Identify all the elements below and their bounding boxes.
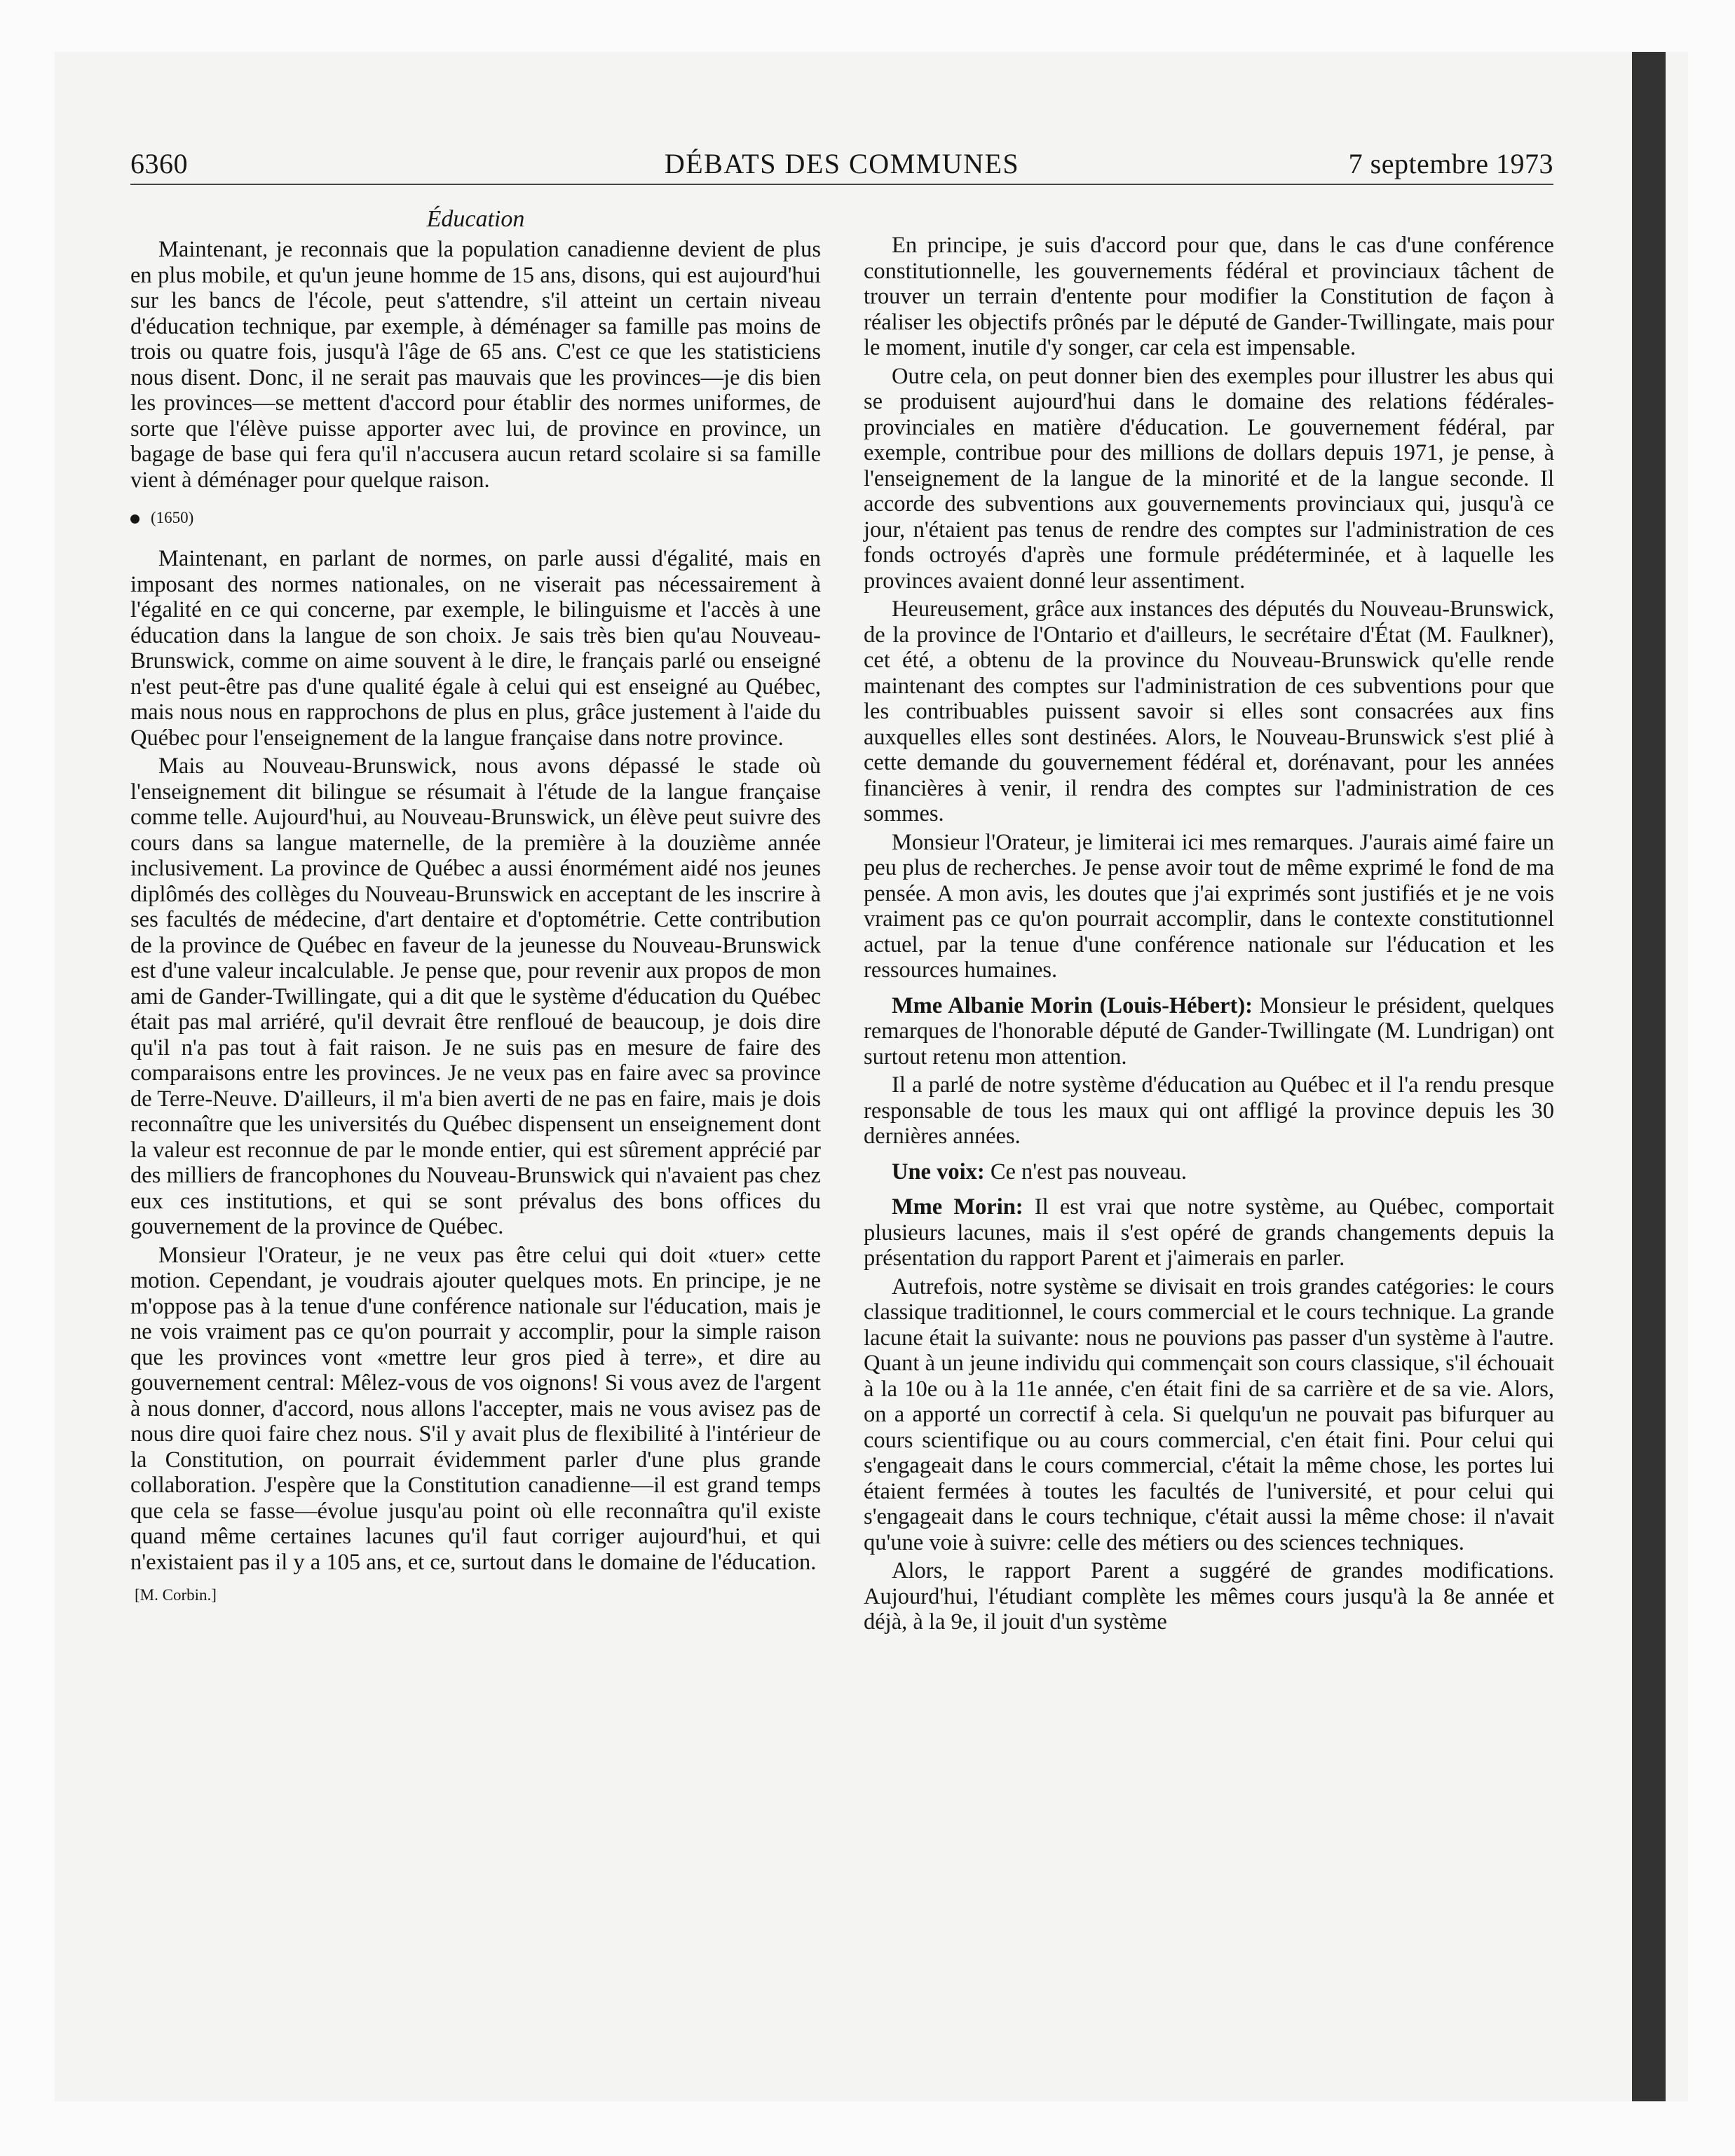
- paragraph: Il a parlé de notre système d'éducation au Québec et il l'a rendu presque responsable de tous les maux qui ont affligé la province depuis les 30 dernières années.: [864, 1072, 1554, 1149]
- speech-paragraph: [864, 1159, 1554, 1185]
- bullet-icon: [130, 514, 140, 524]
- paragraph: Maintenant, en parlant de normes, on parle aussi d'égalité, mais en imposant des normes nationales, on ne viserait pas nécessairement à l'égalité en ce qui concerne, par exemple, le bilinguisme et l'accès à une éducation dans la langue de son choix. Je sais très bien qu'au Nouveau-Brunswick, comme on aime souvent à le dire, le français parlé ou enseigné n'est peut-être pas d'une qualité égale à celui qui est enseigné au Québec, mais nous nous en rapprochons de plus en plus, grâce justement à l'aide du Québec pour l'enseignement de la langue française dans notre province.: [130, 546, 821, 751]
- page-number: 6360: [130, 148, 188, 179]
- paragraph: En principe, je suis d'accord pour que, dans le cas d'une conférence constitutionnelle, les gouvernements fédéral et provinciaux tâchent de trouver un terrain d'entente pour modifier la Constitution de façon à réaliser les objectifs prônés par le député de Gander-Twillingate, mais pour le moment, inutile d'y songer, car cela est impensable.: [864, 233, 1554, 360]
- speaker-attribution: [M. Corbin.]: [135, 1586, 217, 1604]
- left-column: [130, 205, 821, 1606]
- publication-date: 7 septembre 1973: [1348, 148, 1553, 179]
- paragraph: Outre cela, on peut donner bien des exemples pour illustrer les abus qui se produisent aujourd'hui dans le domaine des relations fédérales-provinciales en matière d'éducation. Le gouvernement fédéral, par exemple, contribue pour des millions de dollars depuis 1971, je pense, à l'enseignement de la langue de la minorité et de la langue seconde. Il accorde des subventions aux gouvernements provinciaux qui, jusqu'à ce jour, n'étaient pas tenus de rendre des comptes sur l'administration de ces fonds octroyés d'après une formule prédéterminée, et à laquelle les provinces avaient donné leur assentiment.: [864, 363, 1554, 594]
- section-heading: Éducation: [426, 206, 525, 232]
- speaker-name: Mme Albanie Morin (Louis-Hébert):: [892, 992, 1253, 1018]
- paragraph: Monsieur l'Orateur, je ne veux pas être celui qui doit «tuer» cette motion. Cependant, je voudrais ajouter quelques mots. En principe, je ne m'oppose pas à la tenue d'une conférence nationale sur l'éducation, mais je ne vois vraiment pas ce qu'on pourrait y accomplir, pour la simple raison que les provinces vont «mettre leur gros pied à terre», et dire au gouvernement central: Mêlez-vous de vos oignons! Si vous avez de l'argent à nous donner, d'accord, nous allons l'accepter, mais ne vous avisez pas de nous dire quoi faire chez nous. S'il y avait plus de flexibilité à l'intérieur de la Constitution, on pourrait évidemment parler d'une plus grande collaboration. J'espère que la Constitution canadienne—il est grand temps que cela se fasse—évolue jusqu'au point où elle reconnaîtra qu'il existe quand même certaines lacunes qu'il faut corriger aujourd'hui, et qui n'existaient pas il y a 105 ans, et ce, surtout dans le domaine de l'éducation.: [130, 1242, 821, 1575]
- paragraph: Heureusement, grâce aux instances des députés du Nouveau-Brunswick, de la province de l'Ontario et d'ailleurs, le secrétaire d'État (M. Faulkner), cet été, a obtenu de la province du Nouveau-Brunswick qu'elle rende maintenant des comptes sur l'administration de ces subventions pour que les contribuables puissent savoir si elles sont consacrées aux fins auxquelles elles sont destinées. Alors, le Nouveau-Brunswick s'est plié à cette demande du gouvernement fédéral et, dorénavant, pour les années financières à venir, il rendra des comptes sur l'administration de ces sommes.: [864, 596, 1554, 826]
- speech-text: Il est vrai que notre système, au Québec, comportait plusieurs lacunes, mais il s'est opéré de grands changements depuis la présentation du rapport Parent et j'aimerais en parler.: [864, 1194, 1554, 1271]
- header-rule: [130, 184, 1553, 185]
- timestamp-marker: [130, 505, 821, 531]
- speaker-name: Mme Morin:: [892, 1194, 1023, 1220]
- paragraph: Monsieur l'Orateur, je limiterai ici mes remarques. J'aurais aimé faire un peu plus de recherches. Je pense avoir tout de même exprimé le fond de ma pensée. A mon avis, les doutes que j'ai exprimés sont justifiés et je ne vois vraiment pas ce qu'on pourrait accomplir, dans le contexte constitutionnel actuel, par la tenue d'une conférence nationale sur l'éducation et les ressources humaines.: [864, 829, 1554, 983]
- paragraph: Mais au Nouveau-Brunswick, nous avons dépassé le stade où l'enseignement dit bilingue se résumait à l'étude de la langue française comme telle. Aujourd'hui, au Nouveau-Brunswick, un élève peut suivre des cours dans sa langue maternelle, de la première à la douzième année inclusivement. La province de Québec a aussi énormément aidé nos jeunes diplômés des collèges du Nouveau-Brunswick en acceptant de les inscrire à ses facultés de médecine, d'art dentaire et d'optométrie. Cette contribution de la province de Québec en faveur de la jeunesse du Nouveau-Brunswick est d'une valeur incalculable. Je pense que, pour revenir aux propos de mon ami de Gander-Twillingate, qui a dit que le système d'éducation du Québec était pas mal arriéré, qu'il devrait être renfloué de beaucoup, je dois dire qu'il n'a pas tout à fait raison. Je ne suis pas en mesure de faire des comparaisons entre les provinces. Je ne veux pas en faire avec sa province de Terre-Neuve. D'ailleurs, il m'a bien averti de ne pas en faire, mais je dois reconnaître que les universités du Québec dispensent un enseignement dont la valeur est reconnue de par le monde entier, qui est sûrement apprécié par des milliers de francophones du Nouveau-Brunswick qui n'avaient pas chez eux ces institutions, et qui se sont prévalus des bons offices du gouvernement de la province de Québec.: [130, 753, 821, 1239]
- page-header: [130, 147, 1553, 184]
- scan-edge-strip: [1632, 52, 1666, 2101]
- speaker-name: Une voix:: [892, 1159, 985, 1185]
- paragraph: Maintenant, je reconnais que la population canadienne devient de plus en plus mobile, et qu'un jeune homme de 15 ans, disons, qui est aujourd'hui sur les bancs de l'école, peut s'attendre, s'il atteint un certain niveau d'éducation technique, par exemple, à déménager sa famille pas moins de trois ou quatre fois, jusqu'à l'âge de 65 ans. C'est ce que les statisticiens nous disent. Donc, il ne serait pas mauvais que les provinces—je dis bien les provinces—se mettent d'accord pour établir des normes uniformes, de sorte que l'élève puisse apporter avec lui, de province en province, un bagage de base qui fera qu'il n'accusera aucun retard scolaire si sa famille vient à déménager pour quelque raison.: [130, 237, 821, 493]
- publication-title: DÉBATS DES COMMUNES: [664, 148, 1020, 179]
- right-column: [864, 233, 1554, 1638]
- speech-paragraph: [864, 1194, 1554, 1271]
- speech-paragraph: [864, 993, 1554, 1070]
- timestamp-text: (1650): [151, 509, 194, 526]
- paragraph: Alors, le rapport Parent a suggéré de grandes modifications. Aujourd'hui, l'étudiant complète les mêmes cours jusqu'à la 8e année et déjà, à la 9e, il jouit d'un système: [864, 1558, 1554, 1635]
- paragraph: Autrefois, notre système se divisait en trois grandes catégories: le cours classique traditionnel, le cours commercial et le cours technique. La grande lacune était la suivante: nous ne pouvions pas passer d'un système à l'autre. Quant à un jeune individu qui commençait son cours classique, s'il échouait à la 10e ou à la 11e année, c'en était fini de sa carrière et de sa vie. Alors, on a apporté un correctif à cela. Si quelqu'un ne pouvait pas bifurquer au cours scientifique ou au cours commercial, c'en était fini. Pour celui qui s'engageait dans le cours commercial, c'était la même chose, les portes lui étaient fermées à toutes les facultés de l'université, et pour celui qui s'engageait dans le cours technique, c'était aussi la même chose: il n'avait qu'une voie à suivre: celle des métiers ou des sciences techniques.: [864, 1274, 1554, 1555]
- speech-text: Monsieur le président, quelques remarques de l'honorable député de Gander-Twillingate (M. Lundrigan) ont surtout retenu mon attention.: [864, 992, 1554, 1070]
- speech-text: Ce n'est pas nouveau.: [990, 1159, 1188, 1185]
